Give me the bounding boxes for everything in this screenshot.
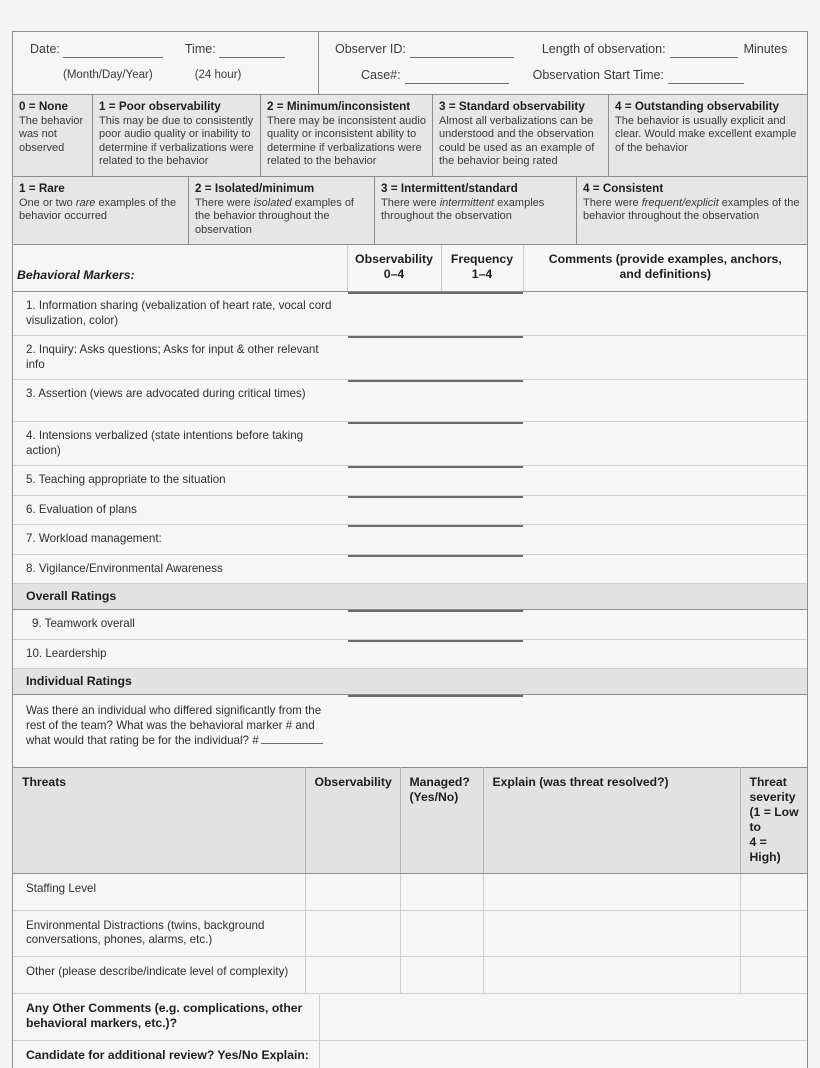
- table-row: [13, 466, 807, 496]
- minutes-label: Minutes: [743, 42, 788, 56]
- marker-frequency-input-8[interactable]: [441, 554, 523, 584]
- input-box[interactable]: [441, 555, 523, 557]
- marker-comments-input-5[interactable]: [523, 466, 807, 496]
- length-input-rule[interactable]: [670, 41, 738, 58]
- candidate-review-label: Candidate for additional review? Yes/No Explain:: [13, 1040, 319, 1068]
- col-observability-range: 0–4: [383, 267, 405, 282]
- marker-observability-input-5[interactable]: [347, 466, 441, 496]
- frequency-level-1-title: 1 = Rare: [19, 181, 65, 195]
- marker-frequency-input-5[interactable]: [441, 466, 523, 496]
- table-row: [13, 639, 807, 669]
- marker-frequency-input-6[interactable]: [441, 495, 523, 525]
- threat-observability-input-2[interactable]: [305, 910, 400, 956]
- input-box[interactable]: [441, 292, 523, 294]
- marker-observability-input-4[interactable]: [347, 422, 441, 466]
- frequency-level-1-pre: One or two: [19, 196, 76, 209]
- input-box[interactable]: [348, 422, 441, 424]
- observability-level-2: [261, 95, 433, 176]
- overall-frequency-input-9[interactable]: [441, 610, 523, 640]
- col-threat-managed: [400, 767, 483, 873]
- date-time-hint-line: [13, 67, 318, 84]
- other-comments-input[interactable]: [319, 994, 807, 1041]
- col-threats: Threats: [13, 767, 305, 873]
- threat-severity-input-3[interactable]: [740, 956, 807, 993]
- table-row: [13, 873, 807, 910]
- table-row: [13, 422, 807, 466]
- threat-label-3: Other (please describe/indicate level of complexity): [13, 956, 305, 993]
- input-box[interactable]: [348, 466, 441, 468]
- col-frequency-range: 1–4: [471, 267, 493, 282]
- input-box[interactable]: [441, 380, 523, 382]
- observability-scale-band: [13, 95, 807, 177]
- case-number-label: Case#:: [361, 68, 401, 82]
- header-left-block: [13, 32, 319, 94]
- input-box[interactable]: [441, 610, 523, 612]
- marker-frequency-input-2[interactable]: [441, 336, 523, 380]
- input-box[interactable]: [348, 496, 441, 498]
- marker-label-8: 8. Vigilance/Environmental Awareness: [13, 554, 347, 584]
- threat-label-1: Staffing Level: [13, 873, 305, 910]
- other-comments-label: Any Other Comments (e.g. complications, other behavioral markers, etc.)?: [13, 994, 319, 1041]
- input-box[interactable]: [441, 695, 523, 697]
- observability-level-3-title: 3 = Standard observability: [439, 100, 585, 113]
- marker-frequency-input-7[interactable]: [441, 525, 523, 555]
- col-comments: [523, 245, 807, 292]
- frequency-level-1-em: rare: [75, 196, 96, 209]
- frequency-level-2: [189, 177, 375, 244]
- individual-ratings-band: [13, 669, 807, 695]
- marker-comments-input-1[interactable]: [523, 292, 807, 336]
- col-threat-severity: [740, 767, 807, 873]
- frequency-scale-band: [13, 177, 807, 245]
- input-box[interactable]: [348, 525, 441, 527]
- frequency-level-3-em: intermittent: [439, 196, 495, 209]
- input-box[interactable]: [348, 555, 441, 557]
- col-behavioral-markers: Behavioral Markers:: [13, 245, 347, 292]
- individual-observability-input[interactable]: [347, 695, 441, 767]
- overall-observability-input-9[interactable]: [347, 610, 441, 640]
- col-threat-managed-line2: (Yes/No): [409, 789, 459, 804]
- input-box[interactable]: [441, 640, 523, 642]
- threat-explain-input-3[interactable]: [483, 956, 740, 993]
- threat-severity-input-1[interactable]: [740, 873, 807, 910]
- observability-level-0: [13, 95, 93, 176]
- table-row: [13, 554, 807, 584]
- form-header: [13, 32, 807, 95]
- marker-observability-input-6[interactable]: [347, 495, 441, 525]
- observation-form-sheet: [12, 31, 808, 1068]
- col-frequency: [441, 245, 523, 292]
- observability-level-3: [433, 95, 609, 176]
- col-frequency-title: Frequency: [450, 252, 514, 267]
- overall-frequency-input-10[interactable]: [441, 639, 523, 669]
- col-comments-line2: and definitions): [619, 267, 712, 282]
- marker-comments-input-2[interactable]: [523, 336, 807, 380]
- header-right-block: [319, 32, 807, 94]
- table-row: [13, 380, 807, 422]
- marker-comments-input-7[interactable]: [523, 525, 807, 555]
- frequency-level-3: [375, 177, 577, 244]
- threat-managed-input-3[interactable]: [400, 956, 483, 993]
- input-box[interactable]: [348, 336, 441, 338]
- time-format-hint: (24 hour): [194, 69, 242, 81]
- marker-frequency-input-3[interactable]: [441, 380, 523, 422]
- individual-frequency-input[interactable]: [441, 695, 523, 767]
- col-threat-explain: Explain (was threat resolved?): [483, 767, 740, 873]
- date-time-line: [13, 41, 318, 58]
- frequency-level-4-title: 4 = Consistent: [583, 181, 664, 195]
- observability-level-4: [609, 95, 807, 176]
- behavioral-markers-table: [13, 245, 807, 767]
- footer-table: [13, 994, 807, 1068]
- threats-header-row: [13, 767, 807, 873]
- observability-level-0-desc: The behavior was not observed: [19, 114, 84, 154]
- candidate-review-input[interactable]: [319, 1040, 807, 1068]
- col-threat-observability: Observability: [305, 767, 400, 873]
- marker-comments-input-8[interactable]: [523, 554, 807, 584]
- table-row: [13, 292, 807, 336]
- observation-start-time-label: Observation Start Time:: [532, 68, 664, 82]
- frequency-level-3-post: examples throughout the observation: [381, 196, 545, 223]
- threat-severity-input-2[interactable]: [740, 910, 807, 956]
- table-row: [13, 910, 807, 956]
- col-threat-severity-line3: (1 = Low to: [749, 804, 799, 834]
- overall-ratings-label: Overall Ratings: [13, 584, 807, 610]
- observability-level-1-title: 1 = Poor observability: [99, 100, 221, 113]
- date-input-rule[interactable]: [63, 41, 163, 58]
- col-threat-severity-line2: severity: [749, 789, 796, 804]
- input-box[interactable]: [441, 336, 523, 338]
- input-box[interactable]: [348, 695, 441, 697]
- date-format-hint: (Month/Day/Year): [63, 69, 153, 81]
- observability-level-3-desc: Almost all verbalizations can be understood and the observation could be used as an example of the behavior being rated: [439, 114, 595, 168]
- input-box[interactable]: [441, 466, 523, 468]
- col-observability-title: Observability: [355, 252, 433, 267]
- observer-length-line: [319, 41, 807, 58]
- frequency-level-2-title: 2 = Isolated/minimum: [195, 181, 315, 195]
- observability-level-2-title: 2 = Minimum/inconsistent: [267, 100, 411, 113]
- marker-label-1: 1. Information sharing (vebalization of heart rate, vocal cord visulization, color): [13, 292, 347, 336]
- marker-comments-input-3[interactable]: [523, 380, 807, 422]
- overall-comments-input-9[interactable]: [523, 610, 807, 640]
- marker-label-5: 5. Teaching appropriate to the situation: [13, 466, 347, 496]
- marker-label-7: 7. Workload management:: [13, 525, 347, 555]
- threat-observability-input-3[interactable]: [305, 956, 400, 993]
- threat-managed-input-2[interactable]: [400, 910, 483, 956]
- observer-id-label: Observer ID:: [335, 42, 406, 56]
- table-row: [13, 525, 807, 555]
- threat-explain-input-1[interactable]: [483, 873, 740, 910]
- col-observability: [347, 245, 441, 292]
- threats-table: [13, 767, 807, 994]
- col-comments-line1: Comments (provide examples, anchors,: [548, 252, 782, 267]
- threat-managed-input-1[interactable]: [400, 873, 483, 910]
- frequency-level-4-em: frequent/explicit: [641, 196, 719, 209]
- observability-level-0-title: 0 = None: [19, 100, 69, 113]
- marker-label-2: 2. Inquiry: Asks questions; Asks for input & other relevant info: [13, 336, 347, 380]
- col-threat-severity-line4: 4 = High): [749, 834, 781, 864]
- marker-label-4: 4. Intensions verbalized (state intentions before taking action): [13, 422, 347, 466]
- frequency-level-4-post: examples of the behavior throughout the observation: [583, 196, 800, 223]
- frequency-level-3-pre: There were: [381, 196, 440, 209]
- threat-observability-input-1[interactable]: [305, 873, 400, 910]
- marker-observability-input-2[interactable]: [347, 336, 441, 380]
- individual-question-text: Was there an individual who differed significantly from the rest of the team? What was the behavioral marker # and what would that rating be for the individual? #: [26, 704, 322, 748]
- frequency-level-1-post: examples of the behavior occurred: [19, 196, 177, 223]
- observability-level-4-title: 4 = Outstanding observability: [615, 100, 779, 113]
- input-box[interactable]: [441, 422, 523, 424]
- date-label: Date:: [30, 42, 60, 56]
- table-row: [13, 1040, 807, 1068]
- marker-label-3: 3. Assertion (views are advocated during critical times): [13, 380, 347, 422]
- marker-frequency-input-1[interactable]: [441, 292, 523, 336]
- frequency-level-4-pre: There were: [583, 196, 642, 209]
- overall-comments-input-10[interactable]: [523, 639, 807, 669]
- time-label: Time:: [184, 42, 216, 56]
- table-row: [13, 336, 807, 380]
- frequency-level-2-pre: There were: [195, 196, 254, 209]
- table-row: [13, 956, 807, 993]
- marker-observability-input-1[interactable]: [347, 292, 441, 336]
- threat-label-2: Environmental Distractions (twins, background conversations, phones, alarms, etc.): [13, 910, 305, 956]
- markers-header-row: [13, 245, 807, 292]
- marker-frequency-input-4[interactable]: [441, 422, 523, 466]
- observability-level-4-desc: The behavior is usually explicit and clear. Would make excellent example of the behavior: [615, 114, 797, 154]
- overall-observability-input-10[interactable]: [347, 639, 441, 669]
- table-row: [13, 695, 807, 767]
- marker-comments-input-6[interactable]: [523, 495, 807, 525]
- case-number-input-rule[interactable]: [405, 67, 509, 84]
- time-input-rule[interactable]: [219, 41, 285, 58]
- table-row: [13, 495, 807, 525]
- observability-level-1-desc: This may be due to consistently poor audio quality or inability to determine if verbalizations were related to the behavior: [99, 114, 254, 168]
- observability-level-2-desc: There may be inconsistent audio quality or inconsistent ability to determine if verbalizations were related to the behavior: [267, 114, 426, 168]
- overall-ratings-band: [13, 584, 807, 610]
- input-box[interactable]: [348, 292, 441, 294]
- frequency-level-2-em: isolated: [253, 196, 292, 209]
- input-box[interactable]: [348, 380, 441, 382]
- marker-label-6: 6. Evaluation of plans: [13, 495, 347, 525]
- overall-label-10: 10. Leardership: [13, 639, 347, 669]
- individual-question-label: [13, 695, 347, 767]
- case-starttime-line: [319, 67, 807, 84]
- frequency-level-2-post: examples of the behavior throughout the observation: [195, 196, 354, 236]
- frequency-level-1: [13, 177, 189, 244]
- start-time-input-rule[interactable]: [668, 67, 744, 84]
- input-box[interactable]: [441, 496, 523, 498]
- observability-level-1: [93, 95, 261, 176]
- marker-observability-input-7[interactable]: [347, 525, 441, 555]
- marker-observability-input-8[interactable]: [347, 554, 441, 584]
- overall-label-9: 9. Teamwork overall: [13, 610, 347, 640]
- observer-id-input-rule[interactable]: [410, 41, 514, 58]
- individual-ratings-label: Individual Ratings: [13, 669, 807, 695]
- threat-explain-input-2[interactable]: [483, 910, 740, 956]
- table-row: [13, 610, 807, 640]
- marker-observability-input-3[interactable]: [347, 380, 441, 422]
- length-of-observation-label: Length of observation:: [541, 42, 666, 56]
- col-threat-severity-line1: Threat: [749, 774, 787, 789]
- col-threat-managed-line1: Managed?: [409, 774, 470, 789]
- input-box[interactable]: [348, 610, 441, 612]
- input-box[interactable]: [348, 640, 441, 642]
- individual-comments-input[interactable]: [523, 695, 807, 767]
- individual-marker-rule[interactable]: [261, 743, 323, 744]
- frequency-level-4: [577, 177, 807, 244]
- table-row: [13, 994, 807, 1041]
- frequency-level-3-title: 3 = Intermittent/standard: [381, 181, 518, 195]
- marker-comments-input-4[interactable]: [523, 422, 807, 466]
- input-box[interactable]: [441, 525, 523, 527]
